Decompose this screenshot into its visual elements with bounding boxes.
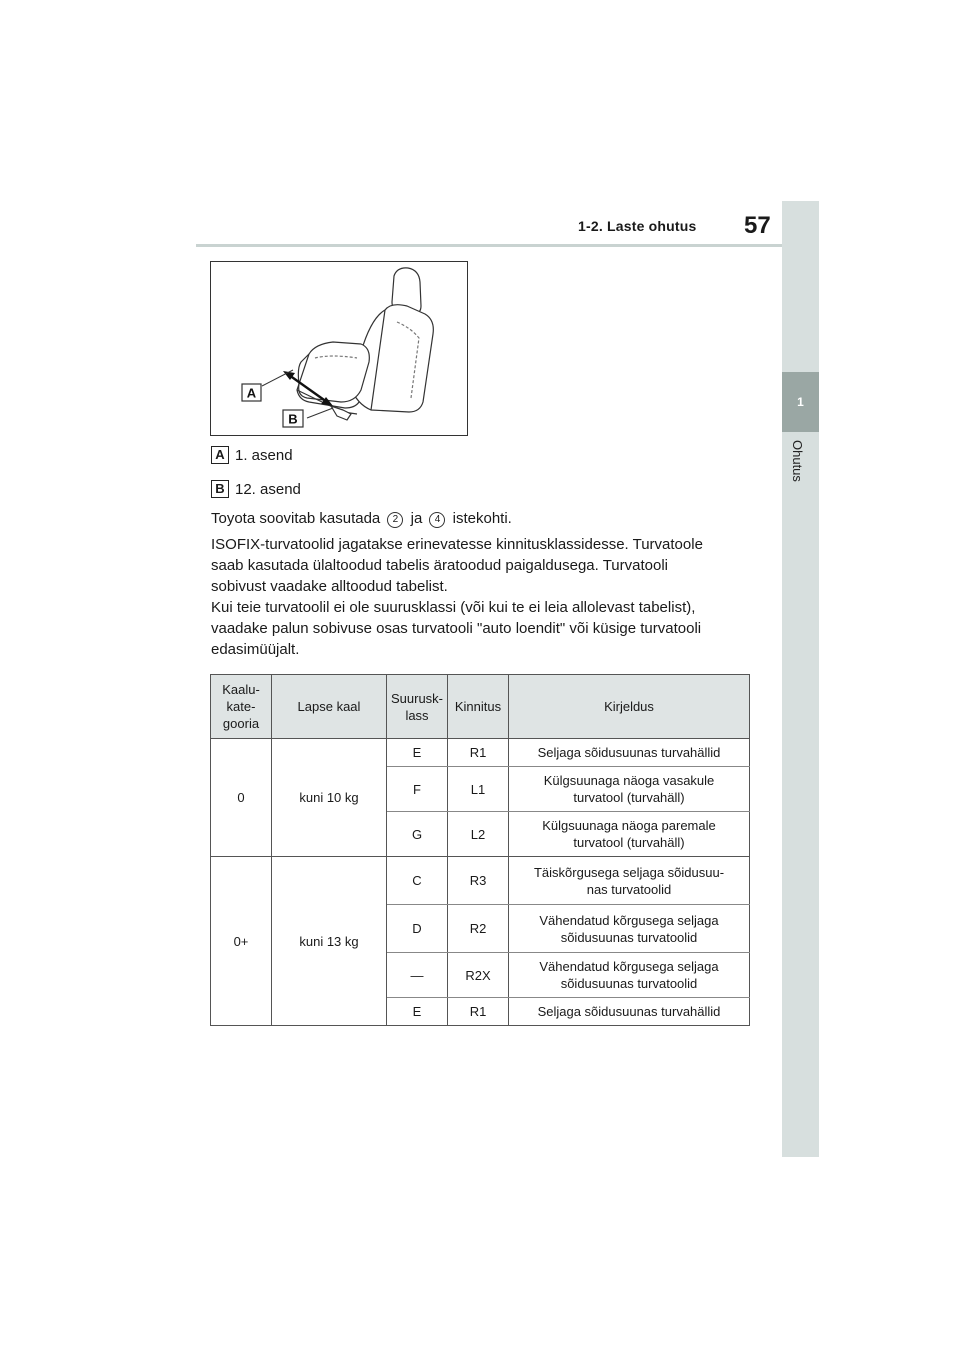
- header-child-weight: Lapse kaal: [272, 675, 387, 739]
- legend-item-a: [211, 446, 293, 464]
- cell-fixture: R1: [448, 998, 509, 1026]
- paragraph-line: ISOFIX-turvatoolid jagatakse erinevatesse kinnitusklassidesse. Turvatoole: [211, 536, 703, 553]
- seat-illustration: [210, 261, 468, 436]
- recommend-suffix: istekohti.: [452, 510, 512, 527]
- paragraph-line: Kui teie turvatoolil ei ole suurusklassi (või kui te ei leia allolevast tabelist),: [211, 599, 696, 616]
- chapter-number: 1: [797, 395, 804, 409]
- cell-size: E: [387, 998, 448, 1026]
- cell-fixture: L1: [448, 767, 509, 812]
- paragraph-line: saab kasutada ülaltoodud tabelis äratoodud paigaldusega. Turvatooli: [211, 557, 669, 574]
- paragraph-line: edasimüüjalt.: [211, 641, 300, 658]
- header-size-class: Suurusk- lass: [387, 675, 448, 739]
- cell-fixture: R2X: [448, 953, 509, 998]
- table-row: [211, 857, 750, 905]
- cell-size: G: [387, 812, 448, 857]
- callout-a: [242, 384, 261, 401]
- header-description: Kirjeldus: [509, 675, 750, 739]
- legend-letter-a: A: [211, 446, 229, 464]
- cell-description: Külgsuunaga näoga paremale turvatool (turvahäll): [509, 812, 750, 857]
- seat-position-4-icon: 4: [429, 512, 445, 528]
- paragraph-line: sobivust vaadake alltoodud tabelist.: [211, 578, 448, 595]
- chapter-label: Ohutus: [790, 440, 805, 482]
- table-header-row: [211, 675, 750, 739]
- header-fixture: Kinnitus: [448, 675, 509, 739]
- cell-category: 0: [211, 739, 272, 857]
- cell-size: F: [387, 767, 448, 812]
- cell-fixture: R1: [448, 739, 509, 767]
- callout-a-label: A: [246, 385, 257, 401]
- cell-size: E: [387, 739, 448, 767]
- recommend-prefix: Toyota soovitab kasutada: [211, 510, 381, 527]
- chapter-label-wrap: [786, 440, 814, 500]
- seat-position-2-icon: 2: [387, 512, 403, 528]
- legend-item-b: [211, 480, 301, 498]
- callout-b: [283, 410, 303, 427]
- cell-size: —: [387, 953, 448, 998]
- car-seat-drawing: [211, 262, 467, 435]
- header-weight-category: Kaalu- kate- gooria: [211, 675, 272, 739]
- page-number: 57: [744, 212, 771, 239]
- cell-weight: kuni 10 kg: [272, 739, 387, 857]
- cell-fixture: L2: [448, 812, 509, 857]
- cell-description: Seljaga sõidusuunas turvahällid: [509, 739, 750, 767]
- cell-weight: kuni 13 kg: [272, 857, 387, 1026]
- cell-fixture: R3: [448, 857, 509, 905]
- cell-description: Külgsuunaga näoga vasakule turvatool (turvahäll): [509, 767, 750, 812]
- cell-fixture: R2: [448, 905, 509, 953]
- seat-recommendation: [211, 508, 771, 529]
- paragraph-line: vaadake palun sobivuse osas turvatooli "auto loendit" või küsige turvatooli: [211, 620, 702, 637]
- cell-description: Täiskõrgusega seljaga sõidusuu- nas turvatoolid: [509, 857, 750, 905]
- cell-description: Vähendatud kõrgusega seljaga sõidusuunas turvatoolid: [509, 953, 750, 998]
- chapter-side-tab[interactable]: [782, 201, 819, 1157]
- callout-b-label: B: [288, 411, 298, 427]
- cell-size: D: [387, 905, 448, 953]
- cell-description: Vähendatud kõrgusega seljaga sõidusuunas turvatoolid: [509, 905, 750, 953]
- legend-text-b: 12. asend: [235, 480, 301, 498]
- legend-text-a: 1. asend: [235, 446, 293, 464]
- cell-description: Seljaga sõidusuunas turvahällid: [509, 998, 750, 1026]
- isofix-class-table: [210, 674, 750, 1026]
- isofix-paragraph: [211, 534, 771, 660]
- section-title: 1-2. Laste ohutus: [578, 218, 697, 234]
- table-row: [211, 739, 750, 767]
- header-divider: [196, 244, 784, 247]
- cell-size: C: [387, 857, 448, 905]
- legend-letter-b: B: [211, 480, 229, 498]
- recommend-mid: ja: [410, 510, 423, 527]
- cell-category: 0+: [211, 857, 272, 1026]
